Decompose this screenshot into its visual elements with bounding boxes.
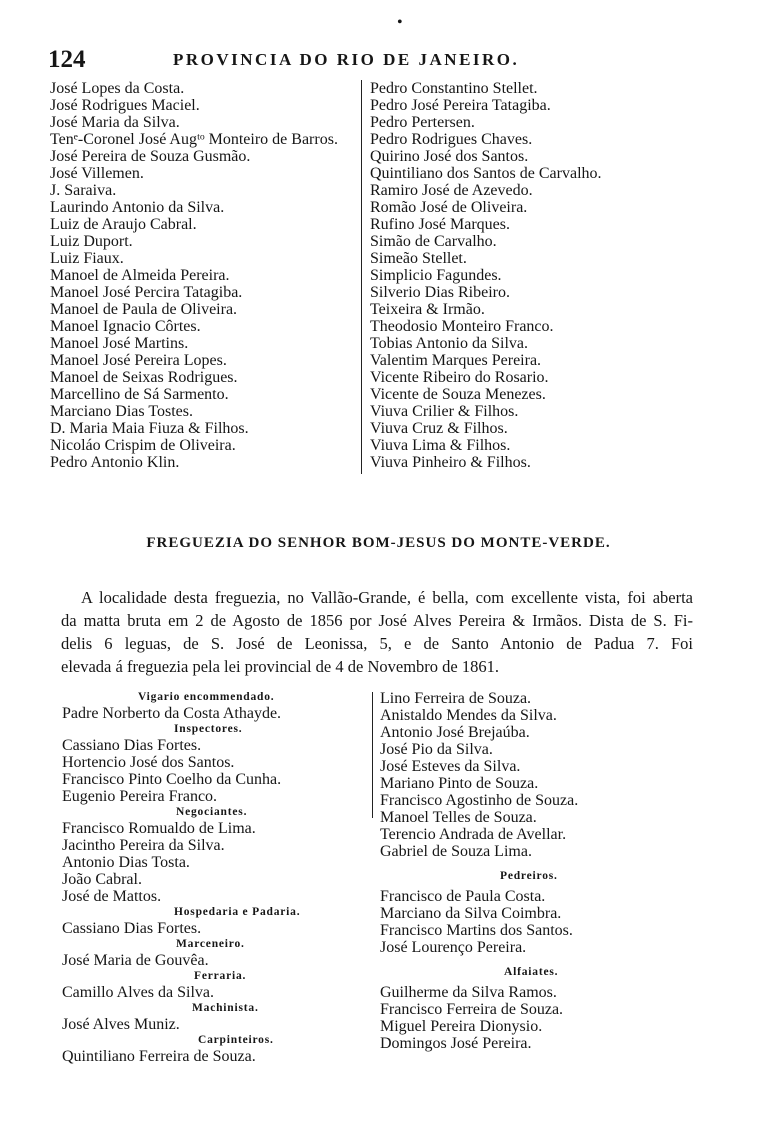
list-item: Vicente de Souza Menezes. (370, 386, 546, 403)
directory-entry: Francisco de Paula Costa. (380, 888, 546, 905)
directory-entry: José Maria de Gouvêa. (62, 952, 209, 969)
subheading-pedreiros: Pedreiros. (500, 870, 558, 882)
subheading-hospedaria: Hospedaria e Padaria. (174, 906, 301, 918)
subheading-machinista: Machinista. (192, 1002, 259, 1014)
list-item: Teixeira & Irmão. (370, 301, 485, 318)
list-item: Manoel de Paula de Oliveira. (50, 301, 238, 318)
directory-entry: Padre Norberto da Costa Athayde. (62, 705, 282, 722)
list-item: Valentim Marques Pereira. (370, 352, 542, 369)
carpinteiros-entries (62, 1048, 362, 1065)
directory-entry: Marciano da Silva Coimbra. (380, 905, 562, 922)
directory-entry: João Cabral. (62, 871, 142, 888)
directory-entry: Hortencio José dos Santos. (62, 754, 235, 771)
directory-entry: Terencio Andrada de Avellar. (380, 826, 567, 843)
inspectores-entries (62, 737, 362, 805)
negociantes-entries (62, 820, 362, 905)
list-item: Silverio Dias Ribeiro. (370, 284, 510, 301)
list-item: Pedro Rodrigues Chaves. (370, 131, 533, 148)
running-title: PROVINCIA DO RIO DE JANEIRO. (173, 50, 520, 69)
directory-entry: Francisco Agostinho de Souza. (380, 792, 579, 809)
list-item: José Villemen. (50, 165, 144, 182)
directory-entry: José Alves Muniz. (62, 1016, 180, 1033)
directory-entry: Francisco Romualdo de Lima. (62, 820, 256, 837)
list-item: Viuva Crilier & Filhos. (370, 403, 519, 420)
list-item: Tenᵉ-Coronel José Augᵗᵒ Monteiro de Barros. (50, 131, 338, 148)
list-item: Simão de Carvalho. (370, 233, 497, 250)
directory-right-column (380, 690, 680, 1052)
paragraph-line: A localidade desta freguezia, no Vallão-Grande, é bella, com excellente vista, foi aberta (81, 588, 693, 607)
directory-entry: José Esteves da Silva. (380, 758, 521, 775)
list-item: José Pereira de Souza Gusmão. (50, 148, 251, 165)
column-divider (361, 80, 362, 474)
subheading-ferraria: Ferraria. (194, 970, 247, 982)
machinista-entries (62, 1016, 362, 1033)
paragraph-line: da matta bruta em 2 de Agosto de 1856 por José Alves Pereira & Irmãos. Dista de S. Fi- (61, 611, 693, 630)
list-item: Manoel José Martins. (50, 335, 189, 352)
list-item: José Rodrigues Maciel. (50, 97, 200, 114)
paragraph-line: delis 6 leguas, de S. José de Leonissa, 5, e de Santo Antonio de Padua 7. Foi (61, 634, 693, 653)
list-item: Laurindo Antonio da Silva. (50, 199, 225, 216)
parish-directory (62, 690, 702, 1080)
list-item: Rufino José Marques. (370, 216, 510, 233)
directory-entry: Cassiano Dias Fortes. (62, 920, 202, 937)
directory-entry: Anistaldo Mendes da Silva. (380, 707, 557, 724)
directory-entry: Camillo Alves da Silva. (62, 984, 214, 1001)
paragraph-line: elevada á freguezia pela lei provincial de 4 de Novembro de 1861. (61, 657, 499, 676)
ornament-dot: • (397, 14, 403, 31)
list-item: Manoel José Pereira Lopes. (50, 352, 227, 369)
directory-entry: Mariano Pinto de Souza. (380, 775, 539, 792)
directory-entry: Cassiano Dias Fortes. (62, 737, 202, 754)
name-list-top (50, 80, 710, 476)
list-item: Pedro Antonio Klin. (50, 454, 180, 471)
list-item: Theodosio Monteiro Franco. (370, 318, 554, 335)
section-heading: FREGUEZIA DO SENHOR BOM-JESUS DO MONTE-VERDE. (146, 535, 611, 551)
directory-entry: Francisco Ferreira de Souza. (380, 1001, 564, 1018)
list-item: D. Maria Maia Fiuza & Filhos. (50, 420, 249, 437)
directory-entry: Francisco Martins dos Santos. (380, 922, 573, 939)
subheading-inspectores: Inspectores. (174, 723, 243, 735)
directory-entry: José de Mattos. (62, 888, 162, 905)
pedreiros-entries (380, 888, 680, 956)
list-item: Tobias Antonio da Silva. (370, 335, 528, 352)
list-item: José Maria da Silva. (50, 114, 180, 131)
list-item: Viuva Lima & Filhos. (370, 437, 511, 454)
directory-entry: José Pio da Silva. (380, 741, 493, 758)
subheading-marceneiro: Marceneiro. (176, 938, 245, 950)
list-item: Manoel de Almeida Pereira. (50, 267, 230, 284)
directory-entry: Quintiliano Ferreira de Souza. (62, 1048, 256, 1065)
page-number: 124 (48, 46, 86, 73)
directory-entry: Domingos José Pereira. (380, 1035, 532, 1052)
list-item: Marcellino de Sá Sarmento. (50, 386, 229, 403)
directory-entry: Eugenio Pereira Franco. (62, 788, 218, 805)
directory-entry: Lino Ferreira de Souza. (380, 690, 532, 707)
list-item: Quirino José dos Santos. (370, 148, 529, 165)
marceneiro-entries (62, 952, 362, 969)
subheading-negociantes: Negociantes. (176, 806, 248, 818)
list-item: Viuva Cruz & Filhos. (370, 420, 508, 437)
subheading-carpinteiros: Carpinteiros. (198, 1034, 274, 1046)
directory-entry: José Lourenço Pereira. (380, 939, 527, 956)
column-divider-bottom (372, 692, 373, 818)
directory-entry: Antonio Dias Tosta. (62, 854, 190, 871)
section-description (61, 586, 693, 678)
list-item: Manoel Ignacio Côrtes. (50, 318, 201, 335)
hospedaria-entries (62, 920, 362, 937)
name-list-left (50, 80, 360, 471)
directory-entry: Manoel Telles de Souza. (380, 809, 537, 826)
list-item: José Lopes da Costa. (50, 80, 185, 97)
list-item: J. Saraiva. (50, 182, 117, 199)
list-item: Simeão Stellet. (370, 250, 467, 267)
list-item: Vicente Ribeiro do Rosario. (370, 369, 549, 386)
directory-left-column (62, 690, 362, 1065)
directory-entry: Guilherme da Silva Ramos. (380, 984, 557, 1001)
directory-entry: Gabriel de Souza Lima. (380, 843, 532, 860)
list-item: Pedro Pertersen. (370, 114, 475, 131)
list-item: Luiz de Araujo Cabral. (50, 216, 197, 233)
vigario-entries (62, 705, 362, 722)
ferraria-entries (62, 984, 362, 1001)
list-item: Pedro José Pereira Tatagiba. (370, 97, 551, 114)
list-item: Nicoláo Crispim de Oliveira. (50, 437, 236, 454)
alfaiates-entries (380, 984, 680, 1052)
list-item: Luiz Fiaux. (50, 250, 124, 267)
directory-entry: Miguel Pereira Dionysio. (380, 1018, 543, 1035)
continued-entries (380, 690, 680, 860)
page-header (48, 46, 708, 76)
name-list-right (370, 80, 690, 471)
list-item: Luiz Duport. (50, 233, 133, 250)
directory-entry: Francisco Pinto Coelho da Cunha. (62, 771, 282, 788)
list-item: Ramiro José de Azevedo. (370, 182, 533, 199)
list-item: Romão José de Oliveira. (370, 199, 528, 216)
directory-entry: Antonio José Brejaúba. (380, 724, 530, 741)
subheading-vigario: Vigario encommendado. (138, 691, 275, 703)
list-item: Simplicio Fagundes. (370, 267, 502, 284)
subheading-alfaiates: Alfaiates. (504, 966, 559, 978)
list-item: Viuva Pinheiro & Filhos. (370, 454, 531, 471)
list-item: Pedro Constantino Stellet. (370, 80, 538, 97)
list-item: Manoel José Percira Tatagiba. (50, 284, 243, 301)
directory-entry: Jacintho Pereira da Silva. (62, 837, 225, 854)
list-item: Marciano Dias Tostes. (50, 403, 193, 420)
list-item: Quintiliano dos Santos de Carvalho. (370, 165, 602, 182)
list-item: Manoel de Seixas Rodrigues. (50, 369, 238, 386)
